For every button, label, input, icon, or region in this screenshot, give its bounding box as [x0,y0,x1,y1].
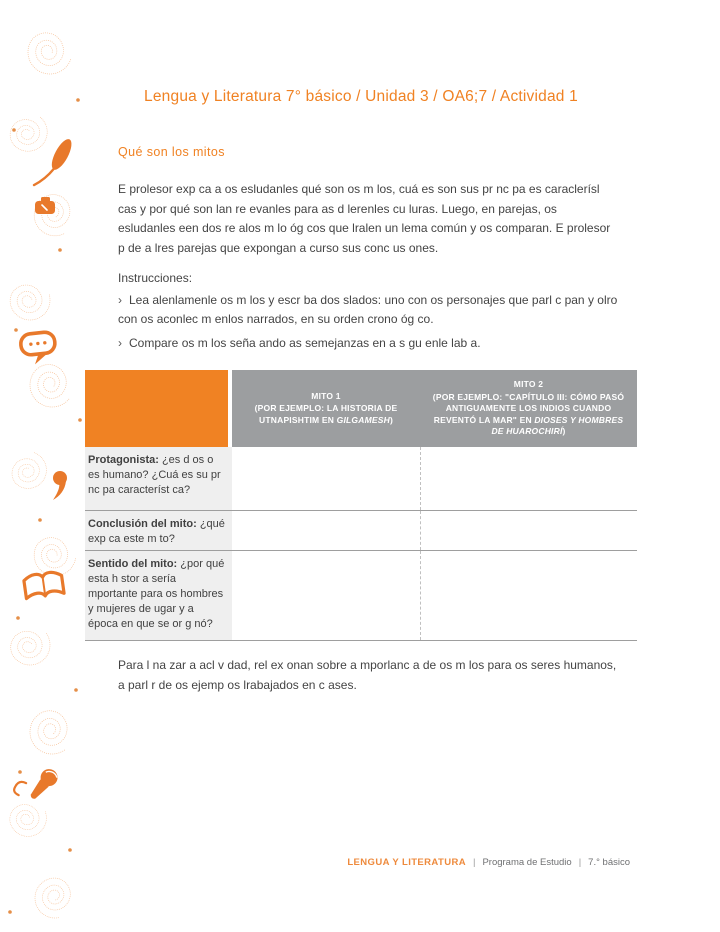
comma-icon [53,471,67,500]
footer-separator: | [578,857,582,868]
intro-paragraph: E prolesor exp ca a os esludanles qué son os m los, cuá es son sus pr nc pa es caraclerísl cas y por qué son lan re evanles para as d lerenles cu luras. Luego, en parejas, os esludanles een dos re alos m lo óg cos que lralen un lema común y os comparan. E prolesor p de a lres parejas que expongan a curso sus conc us ones. [118,182,611,255]
header-mito2-cell [420,370,637,447]
mito1-subtitle-close: ) [389,414,393,425]
row-label-protagonista [85,447,232,510]
instruction-item [118,334,618,353]
answer-cell-mito2 [420,551,637,640]
accent-dots [8,98,82,914]
footer-grade: 7.° básico [588,857,630,868]
instructions-list [118,291,618,358]
mito1-book-title: GILGAMESH [336,414,390,425]
row-label-conclusion [85,511,232,550]
mito2-title: MITO 2 [513,379,544,390]
footer-brand: LENGUA Y LITERATURA [347,857,466,868]
instruction-text: Lea alenlamenle os m los y escr ba dos slados: uno con os personajes que parl c pan y olro con os aconlec m enlos narrados, en su orden crono óg co. [118,293,618,326]
chevron-bullet-icon: › [118,293,122,307]
quill-icon [34,135,75,193]
header-empty-cell [85,370,232,447]
answer-cell-mito1 [232,511,420,550]
chevron-bullet-icon: › [118,336,122,350]
table-row [85,551,637,641]
section-heading: Qué son los mitos [118,145,225,159]
table-row [85,511,637,551]
row-label-sentido [85,551,232,640]
footer-separator: | [472,857,476,868]
ink-pot-icon [35,197,55,214]
open-book-icon [23,571,64,599]
mito1-subtitle-text: (POR EJEMPLO: LA HISTORIA DE UTNAPISHTIM EN [254,403,398,425]
row-label-rest: ¿es d os o es humano? ¿Cuá es su pr nc pa característ ca? [88,454,221,496]
page-footer [347,857,630,868]
row-label-rest: ¿por qué esta h stor a sería mportante para os hombres y mujeres de ugar y a época en que se or g nó? [88,558,225,630]
answer-cell-mito2 [420,447,637,510]
swirl-decoration [0,0,95,932]
mito2-subtitle-text: (POR EJEMPLO: "CAPÍTULO III: CÓMO PASÓ ANTIGUAMENTE LOS INDIOS CUANDO REVENTÓ LA MAR" EN [432,391,625,425]
mito2-book-title: DIOSES Y HOMBRES DE HUAROCHIRÍ [491,414,624,437]
instruction-text: Compare os m los seña ando as semejanzas en a s gu enle lab a. [129,336,481,350]
page-title: Lengua y Literatura 7° básico / Unidad 3 / OA6;7 / Actividad 1 [144,88,578,105]
row-label-rest: ¿qué exp ca este m to? [88,518,225,545]
instruction-item [118,291,618,329]
mito1-subtitle [242,403,410,426]
mito2-subtitle [430,392,627,438]
answer-cell-mito1 [232,447,420,510]
microphone-icon [12,758,61,809]
row-label-bold: Sentido del mito: [88,558,178,570]
answer-cell-mito2 [420,511,637,550]
footer-program: Programa de Estudio [482,857,572,868]
speech-bubble-icon [20,331,57,365]
answer-cell-mito1 [232,551,420,640]
table-row [85,447,637,511]
table-header-row [85,370,637,447]
row-label-bold: Conclusión del mito: [88,518,197,530]
comparison-table [85,370,637,641]
closing-paragraph: Para l na zar a acl v dad, rel ex onan sobre a mporlanc a de os m los para os seres humanos, a parl r de os ejemp os lrabajados en c ases. [118,658,617,692]
header-mito1-cell [232,370,420,447]
instructions-label: Instrucciones: [118,271,193,285]
decorative-sidebar [0,0,95,932]
row-label-bold: Protagonista: [88,454,159,466]
mito2-subtitle-close: ) [562,426,566,437]
mito1-title: MITO 1 [311,390,341,401]
